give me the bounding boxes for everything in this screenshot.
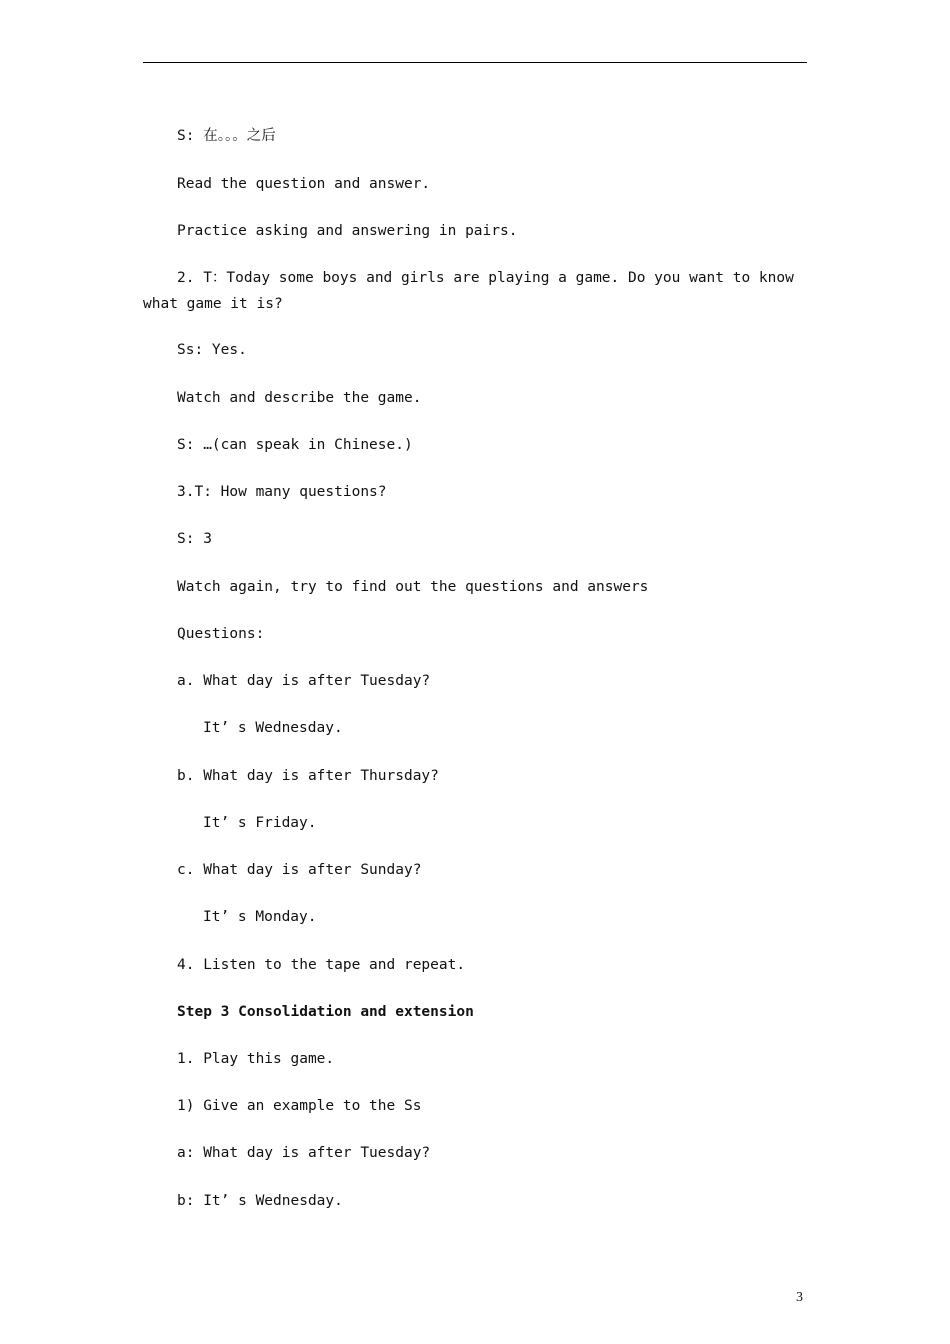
text-line: S: 3 <box>177 531 212 547</box>
text-line: a. What day is after Tuesday? <box>177 673 431 689</box>
text-line: 1. Play this game. <box>177 1051 335 1067</box>
text-line: Questions: <box>177 626 265 642</box>
header-rule <box>143 62 807 63</box>
text-line: It’ s Monday. <box>203 909 317 925</box>
text-line: c. What day is after Sunday? <box>177 862 422 878</box>
text-line: S: 在。。。之后 <box>177 128 276 144</box>
text-line: It’ s Friday. <box>203 815 317 831</box>
section-heading: Step 3 Consolidation and extension <box>177 1004 474 1020</box>
text-line: Ss: Yes. <box>177 342 247 358</box>
text-line: 3.T: How many questions? <box>177 484 387 500</box>
text-line: a: What day is after Tuesday? <box>177 1145 431 1161</box>
text-line: b. What day is after Thursday? <box>177 768 439 784</box>
text-line: Watch and describe the game. <box>177 390 422 406</box>
page-number: 3 <box>796 1290 803 1305</box>
text-line: Watch again, try to find out the questions and answers <box>177 579 649 595</box>
text-line: Read the question and answer. <box>177 176 431 192</box>
text-line: Practice asking and answering in pairs. <box>177 223 518 239</box>
text-line: what game it is? <box>143 296 283 312</box>
text-line: 2. T：Today some boys and girls are playing a game. Do you want to know <box>177 270 794 286</box>
text-line: S: …(can speak in Chinese.) <box>177 437 413 453</box>
text-line: b: It’ s Wednesday. <box>177 1193 343 1209</box>
text-line: 4. Listen to the tape and repeat. <box>177 957 466 973</box>
text-line: It’ s Wednesday. <box>203 720 343 736</box>
text-line: 1) Give an example to the Ss <box>177 1098 422 1114</box>
